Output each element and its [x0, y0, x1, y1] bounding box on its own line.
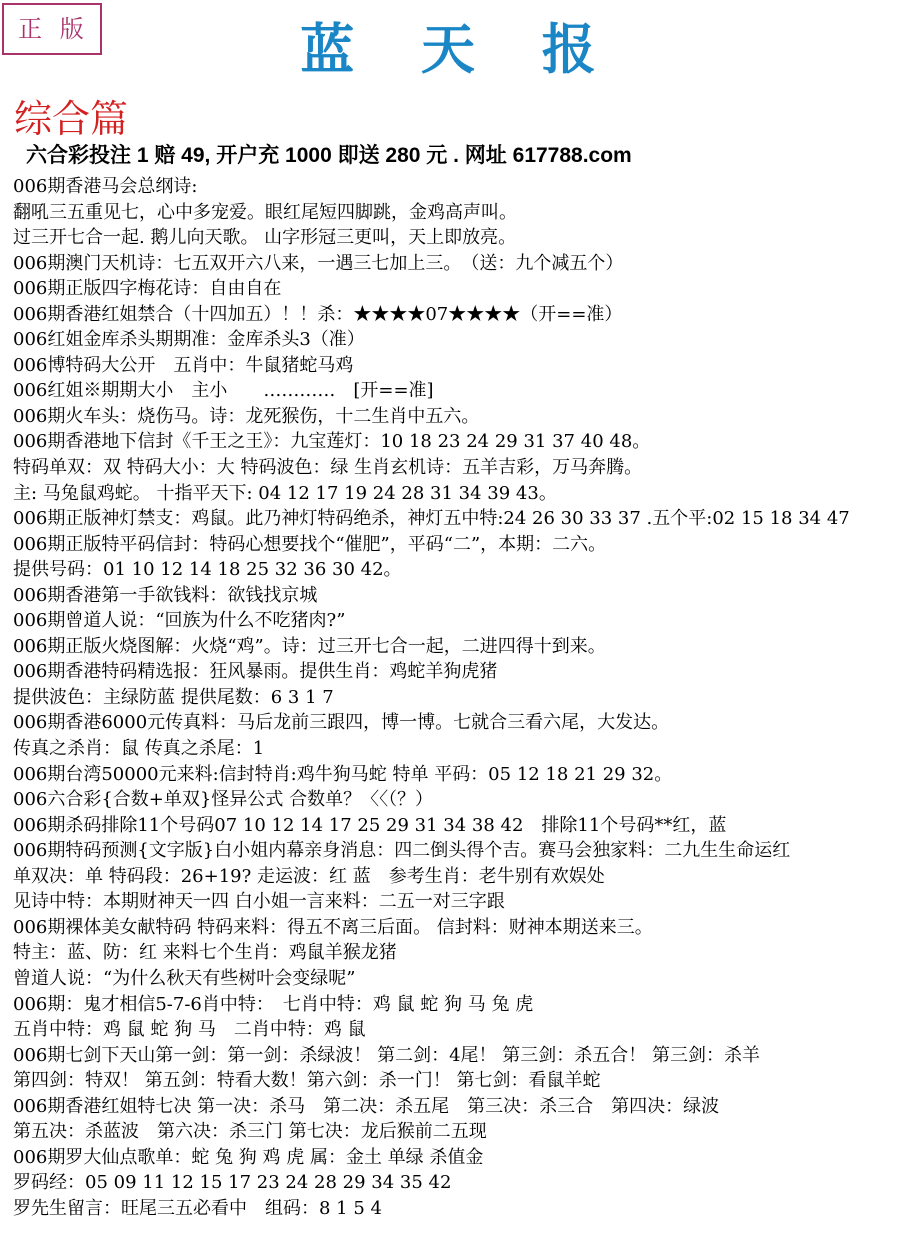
content-line: 第五决：杀蓝波 第六决：杀三门 第七决：龙后猴前二五现	[13, 1121, 487, 1143]
content-line: 006期七剑下天山第一剑：第一剑：杀绿波！ 第二剑：4尾！ 第三剑：杀五合！ 第三剑：杀羊	[13, 1044, 760, 1066]
content-line: 过三开七合一起. 鹅儿向天歌。 山字形冠三更叫，天上即放亮。	[13, 227, 517, 249]
promo-banner: 六合彩投注 1 赔 49, 开户充 1000 即送 280 元 . 网址 617788.com	[26, 144, 632, 167]
content-line: 见诗中特：本期财神天一四 白小姐一言来料：二五一对三字跟	[13, 891, 505, 913]
content-line: 罗码经：05 09 11 12 15 17 23 24 28 29 34 35 42	[13, 1172, 452, 1194]
content-line: 006期香港6000元传真料：马后龙前三跟四，博一博。七就合三看六尾，大发达。	[13, 712, 670, 734]
section-heading: 综合篇	[14, 97, 129, 141]
content-line: 006期特码预测{文字版}白小姐内幕亲身消息：四二倒头得个吉。赛马会独家料：二九生生命运红	[13, 840, 791, 862]
content-line: 提供号码：01 10 12 14 18 25 32 36 30 42。	[13, 559, 402, 581]
content-line: 006期罗大仙点歌单：蛇 兔 狗 鸡 虎 属：金土 单绿 杀值金	[13, 1146, 484, 1168]
content-line: 翻吼三五重见七，心中多宠爱。眼红尾短四脚跳，金鸡高声叫。	[13, 201, 517, 223]
content-line: 006期裸体美女献特码 特码来料：得五不离三后面。 信封料：财神本期送来三。	[13, 916, 653, 938]
content-line: 006期正版神灯禁支：鸡鼠。此乃神灯特码绝杀，神灯五中特:24 26 30 33 37 .五个平:02 15 18 34 47	[13, 508, 850, 530]
content-line: 006红姐金库杀头期期准：金库杀头3（准）	[13, 329, 365, 351]
content-line: 第四剑：特双！ 第五剑：特看大数！第六剑：杀一门！ 第七剑：看鼠羊蛇	[13, 1070, 601, 1092]
content-line: 传真之杀肖：鼠 传真之杀尾：1	[13, 738, 265, 760]
authentic-stamp: 正 版	[2, 3, 102, 55]
content-line: 006期澳门天机诗：七五双开六八来，一遇三七加上三。 （送：九个减五个）	[13, 252, 624, 274]
newspaper-title: 蓝 天 报	[300, 17, 600, 81]
content-line: 006期香港特码精选报：狂风暴雨。提供生肖：鸡蛇羊狗虎猪	[13, 661, 498, 683]
content-line: 006六合彩{合数+单双}怪异公式 合数单？〈〈（？）	[13, 789, 434, 811]
content-line: 006博特码大公开 五肖中：牛鼠猪蛇马鸡	[13, 354, 354, 376]
content-line: 006期正版火烧图解：火烧“鸡”。诗：过三开七合一起，二进四得十到来。	[13, 635, 606, 657]
content-line: 特主：蓝、防：红 来料七个生肖：鸡鼠羊猴龙猪	[13, 942, 397, 964]
content-line: 006期香港马会总纲诗:	[13, 176, 198, 197]
content-line: 曾道人说：“为什么秋天有些树叶会变绿呢”	[13, 967, 356, 989]
content-line: 006期：鬼才相信5-7-6肖中特： 七肖中特：鸡 鼠 蛇 狗 马 兔 虎	[13, 993, 534, 1015]
content-line: 提供波色：主绿防蓝 提供尾数：6 3 1 7	[13, 686, 334, 708]
content-line: 006期杀码排除11个号码07 10 12 14 17 25 29 31 34 38 42 排除11个号码**红，蓝	[13, 814, 727, 836]
content-line: 006期香港红姐特七决 第一决：杀马 第二决：杀五尾 第三决：杀三合 第四决：绿波	[13, 1095, 720, 1117]
content-line: 006期香港地下信封《千王之王》：九宝莲灯：10 18 23 24 29 31 37 40 48。	[13, 431, 651, 453]
content-line: 特码单双：双 特码大小：大 特码波色：绿 生肖玄机诗：五羊吉彩，万马奔腾。	[13, 457, 643, 479]
content-line: 单双决：单 特码段：26+19? 走运波：红 蓝 参考生肖：老牛别有欢娱处	[13, 865, 605, 887]
content-line: 五肖中特：鸡 鼠 蛇 狗 马 二肖中特：鸡 鼠	[13, 1019, 366, 1041]
content-line: 006期正版特平码信封：特码心想要找个“催肥”，平码“二”，本期：二六。	[13, 533, 607, 555]
content-line: 006期火车头：烧伤马。诗：龙死猴伤，十二生肖中五六。	[13, 405, 480, 427]
content-line: 006红姐※期期大小 主小 ………… [开==准]	[13, 380, 434, 402]
content-line: 006期台湾50000元来料:信封特肖:鸡牛狗马蛇 特单 平码：05 12 18 21 29 32。	[13, 763, 673, 785]
content-line: 006期正版四字梅花诗：自由自在	[13, 278, 282, 300]
content-lines	[13, 174, 897, 1221]
content-line: 006期曾道人说：“回族为什么不吃猪肉?”	[13, 610, 346, 632]
content-line: 主: 马兔鼠鸡蛇。 十指平天下: 04 12 17 19 24 28 31 34 39 43。	[13, 482, 557, 504]
content-line: 006期香港红姐禁合（十四加五）！！杀：★★★★07★★★★（开==准）	[13, 303, 623, 325]
content-line: 006期香港第一手欲钱料：欲钱找京城	[13, 584, 318, 606]
content-line: 罗先生留言：旺尾三五必看中 组码：8 1 5 4	[13, 1197, 382, 1219]
